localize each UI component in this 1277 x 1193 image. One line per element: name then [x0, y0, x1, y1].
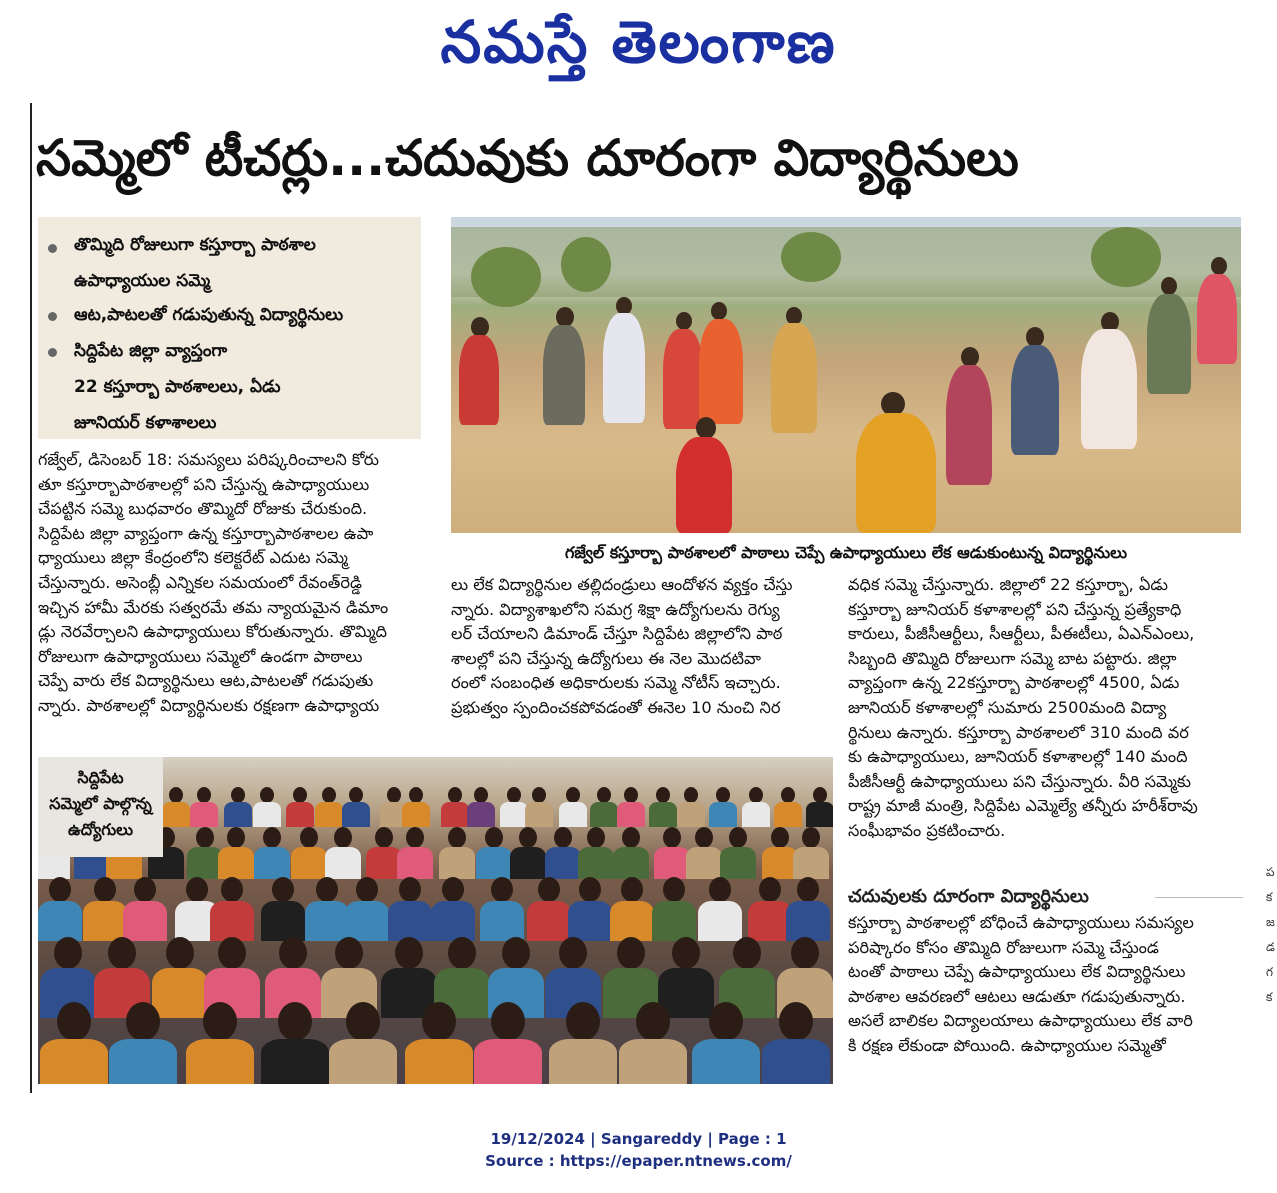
crowd-person-head [566, 1002, 600, 1041]
crowd-person-head [448, 787, 462, 803]
text-line: లర్ చేయాలని డిమాండ్ చేస్తూ సిద్దిపేట జిల్లాలోని పాఠ [451, 624, 783, 644]
crowd-person-head [485, 827, 503, 848]
section-subheading: చదువులకు దూరంగా విద్యార్థినులు [848, 886, 1089, 907]
crowd-person-head [263, 827, 281, 848]
crowd-person-body [549, 1039, 617, 1084]
crowd-person-body [720, 847, 756, 879]
crowd-person-head [349, 787, 363, 803]
crowd-person-body [261, 901, 305, 941]
crowd-person-head [166, 937, 194, 969]
crowd-person-body [439, 847, 475, 879]
crowd-person-body [617, 802, 645, 827]
crowd-person-head [532, 787, 546, 803]
crowd-person-head [94, 877, 116, 902]
photo-caption-top: గజ్వేల్ కస్తూర్బా పాఠశాలలో పాఠాలు చెప్పే ఉపాధ్యాయులు లేక ఆడుకుంటున్న విద్యార్థినులు [564, 543, 1128, 562]
text-line: పీజీసీఆర్టీ ఉపాధ్యాయులు పని చేస్తున్నారు. వీరి సమ్మెకు [848, 771, 1191, 791]
crowd-person-head [749, 787, 763, 803]
crowd-person-head [771, 827, 789, 848]
crowd-person-head [656, 787, 670, 803]
crowd-person-body [210, 901, 254, 941]
highlight-line: ఆట,పాటలతో గడుపుతున్న విద్యార్థినులు [74, 305, 344, 325]
crowd-person-head [260, 787, 274, 803]
footer-source: Source : https://epaper.ntnews.com/ [485, 1152, 792, 1170]
crowd-person-head [108, 937, 136, 969]
crowd-person-body [286, 802, 314, 827]
crowd-person-head [448, 827, 466, 848]
crowd-person-head [57, 1002, 91, 1041]
crowd-person-head [356, 877, 378, 902]
crowd-person-head [196, 827, 214, 848]
crowd-person-head [335, 937, 363, 969]
crowd-person-head [617, 937, 645, 969]
crowd-person-head [559, 937, 587, 969]
crowd-person-body [186, 1039, 254, 1084]
crowd-person-head [695, 827, 713, 848]
edge-glyph: క [1266, 890, 1273, 904]
highlight-item [74, 333, 414, 441]
crowd-person-head [316, 877, 338, 902]
crowd-person-head [729, 827, 747, 848]
crowd-person-head [733, 937, 761, 969]
text-line: చేస్తున్నారు. అసెంబ్లీ ఎన్నికల సమయంలో రేవంత్‌రెడ్డి [38, 572, 362, 592]
highlight-line: ఉపాధ్యాయుల సమ్మె [74, 271, 211, 291]
text-line: వధిక సమ్మె చేస్తున్నారు. జిల్లాలో 22 కస్తూర్బా, ఏడు [848, 575, 1169, 594]
crowd-person-body [652, 901, 696, 941]
crowd-person-body [480, 901, 524, 941]
crowd-person-head [203, 1002, 237, 1041]
crowd-person-body [152, 968, 208, 1018]
crowd-person-head [375, 827, 393, 848]
text-line: సిద్దిపేట జిల్లా వ్యాప్తంగా ఉన్న కస్తూర్బాపాఠశాలల ఉపా [38, 523, 374, 543]
crowd-person-body [224, 802, 252, 827]
text-line: న్నారు. విద్యాశాఖలోని సమగ్ర శిక్షా ఉద్యోగులను రెగ్యు [451, 599, 780, 619]
crowd-person-body [83, 901, 127, 941]
crowd-person-head [781, 787, 795, 803]
crowd-person-body [305, 901, 349, 941]
edge-glyph: ప [1266, 865, 1275, 879]
crowd-person-body [329, 1039, 397, 1084]
text-line: లు లేక విద్యార్థినుల తల్లిదండ్రులు ఆందోళన వ్యక్తం చేస్తు [451, 575, 793, 594]
crowd-person-head [797, 877, 819, 902]
crowd-person-head [636, 1002, 670, 1041]
photo-label-box [38, 757, 163, 857]
edge-glyph: జ [1266, 915, 1275, 929]
crowd-person-body [38, 901, 82, 941]
crowd-person-head [622, 827, 640, 848]
crowd-person-body [397, 847, 433, 879]
crowd-person-body [190, 802, 218, 827]
crowd-person-body [500, 802, 528, 827]
crowd-person-head [406, 827, 424, 848]
crowd-person-body [698, 901, 742, 941]
crowd-person-body [590, 802, 618, 827]
photo-students-playing [451, 217, 1241, 533]
crowd-person-body [254, 847, 290, 879]
crowd-person-head [491, 877, 513, 902]
text-line: అసలే బాలికల విద్యాలయాలు ఉపాధ్యాయులు లేక వారి [848, 1011, 1193, 1031]
article-column-2 [451, 573, 831, 743]
crowd-person-head [519, 827, 537, 848]
crowd-person-head [624, 787, 638, 803]
crowd-person-body [610, 901, 654, 941]
text-line: శాలల్లో పని చేస్తున్న ఉద్యోగులు ఈ నెల మొదటివా [451, 648, 761, 668]
tree-shape [471, 247, 541, 307]
bullet-icon [48, 312, 57, 321]
tree-shape [1091, 227, 1161, 287]
crowd-person-head [672, 937, 700, 969]
crowd-person-head [566, 787, 580, 803]
highlight-line: తొమ్మిది రోజులుగా కస్తూర్బా పాఠశాల [74, 235, 316, 255]
crowd-person-head [779, 1002, 813, 1041]
subheading-rule [1155, 897, 1243, 898]
crowd-person-head [272, 877, 294, 902]
crowd-person-head [279, 937, 307, 969]
text-line: తూ కస్తూర్బాపాఠశాలల్లో పని చేస్తున్న ఉపాధ్యాయులు [38, 474, 370, 494]
crowd-person-body [218, 847, 254, 879]
highlight-item [74, 227, 414, 299]
crowd-person-head [813, 787, 827, 803]
text-line: వ్యాప్తంగా ఉన్న 22కస్తూర్బా పాఠశాలల్లో 4500, ఏడు [848, 673, 1180, 693]
text-line: సిబ్బంది తొమ్మిది రోజులుగా సమ్మె బాట పట్టారు. జిల్లా [848, 648, 1177, 668]
crowd-person-body [527, 901, 571, 941]
crowd-person-body [162, 802, 190, 827]
crowd-person-head [49, 877, 71, 902]
article-headline: సమ్మెలో టీచర్లు...చదువుకు దూరంగా విద్యార్థినులు [36, 129, 1019, 187]
text-line: కస్తూర్బా పాఠశాలల్లో బోధించే ఉపాధ్యాయులు సమస్యల [848, 913, 1194, 932]
edge-glyph: క [1266, 990, 1273, 1004]
bullet-icon [48, 244, 57, 253]
crowd-person-head [579, 877, 601, 902]
crowd-person-head [663, 827, 681, 848]
crowd-person-head [709, 1002, 743, 1041]
crowd-person-head [587, 827, 605, 848]
text-line: గజ్వేల్, డిసెంబర్ 18: సమస్యలు పరిష్కరించాలని కోరు [38, 450, 379, 469]
text-line: చేపట్టిన సమ్మె బుధవారం తొమ్మిదో రోజుకు చేరుకుంది. [38, 499, 368, 519]
text-line: పాఠశాల ఆవరణలో ఆటలు ఆడుతూ గడుపుతున్నారు. [848, 986, 1186, 1006]
crowd-person-head [684, 787, 698, 803]
crowd-person-head [663, 877, 685, 902]
crowd-person-body [476, 847, 512, 879]
text-line: జూనియర్ కళాశాలల్లో సుమారు 2500మంది విద్యా [848, 697, 1167, 717]
crowd-person-head [597, 787, 611, 803]
tree-shape [781, 232, 841, 282]
crowd-person-head [491, 1002, 525, 1041]
text-line: రంలో సంబంధిత అధికారులకు సమ్మె నోటీస్ ఇచ్చారు. [451, 673, 781, 693]
photo-label-line: సిద్దిపేట [77, 768, 124, 787]
crowd-person-head [231, 787, 245, 803]
crowd-person-head [791, 937, 819, 969]
crowd-person-head [716, 787, 730, 803]
highlight-line: 22 కస్తూర్బా పాఠశాలలు, ఏడు [74, 377, 281, 397]
crowd-person-head [502, 937, 530, 969]
crowd-person-body [762, 1039, 830, 1084]
adjacent-article-edge [1266, 860, 1277, 1060]
crowd-person-body [467, 802, 495, 827]
crowd-person-body [568, 901, 612, 941]
crowd-person-head [422, 1002, 456, 1041]
crowd-person-body [431, 901, 475, 941]
crowd-person-body [806, 802, 833, 827]
crowd-person-head [346, 1002, 380, 1041]
crowd-person-body [123, 901, 167, 941]
crowd-person-body [545, 847, 581, 879]
crowd-person-body [474, 1039, 542, 1084]
crowd-person-body [793, 847, 829, 879]
masthead-logo: నమస్తే తెలంగాణ [440, 8, 837, 76]
crowd-person-body [559, 802, 587, 827]
crowd-person-body [510, 847, 546, 879]
highlight-line: జూనియర్ కళాశాలలు [74, 413, 217, 433]
crowd-person-body [291, 847, 327, 879]
crowd-person-head [54, 937, 82, 969]
crowd-person-head [126, 1002, 160, 1041]
article-column-1 [38, 448, 423, 748]
text-line: కి రక్షణ లేకుండా పోయింది. ఉపాధ్యాయుల సమ్మెతో [848, 1035, 1166, 1055]
crowd-person-body [345, 901, 389, 941]
text-line: ధ్యాయులు జిల్లా కేంద్రంలోని కలెక్టరేట్ ఎదుట సమ్మె [38, 548, 348, 568]
photo-label-line: సమ్మెలో పాల్గొన్న [49, 794, 152, 813]
crowd-person-head [538, 877, 560, 902]
crowd-person-head [409, 787, 423, 803]
crowd-person-body [692, 1039, 760, 1084]
crowd-person-body [619, 1039, 687, 1084]
crowd-person-body [315, 802, 343, 827]
highlight-line: సిద్దిపేట జిల్లా వ్యాప్తంగా [74, 341, 228, 361]
text-line: చెప్పే వారు లేక విద్యార్థినులు ఆట,పాటలతో గడుపుతు [38, 671, 374, 691]
text-line: రోజులుగా ఉపాధ్యాయులు సమ్మెలో ఉండగా పాఠాలు [38, 646, 363, 666]
crowd-person-body [405, 1039, 473, 1084]
crowd-person-body [388, 901, 432, 941]
crowd-person-body [786, 901, 830, 941]
crowd-person-head [474, 787, 488, 803]
crowd-person-head [399, 877, 421, 902]
crowd-person-head [759, 877, 781, 902]
crowd-person-head [448, 937, 476, 969]
crowd-person-head [387, 787, 401, 803]
highlight-item [74, 297, 414, 333]
crowd-person-body [613, 847, 649, 879]
crowd-person-body [525, 802, 553, 827]
crowd-person-head [442, 877, 464, 902]
crowd-person-body [686, 847, 722, 879]
crowd-person-head [507, 787, 521, 803]
text-line: రాష్ట్ర మాజీ మంత్రి, సిద్దిపేట ఎమ్మెల్యే తన్నీరు హరీశ్‌రావు [848, 796, 1198, 816]
edge-glyph: గ [1266, 965, 1273, 979]
crowd-person-head [186, 877, 208, 902]
crowd-person-head [395, 937, 423, 969]
crowd-person-head [293, 787, 307, 803]
crowd-person-body [402, 802, 430, 827]
footer-date-page: 19/12/2024 | Sangareddy | Page : 1 [490, 1130, 787, 1148]
article-column-3 [848, 573, 1244, 873]
crowd-person-head [134, 877, 156, 902]
crowd-person-body [441, 802, 469, 827]
crowd-person-body [709, 802, 737, 827]
crowd-person-body [677, 802, 705, 827]
crowd-person-body [654, 847, 690, 879]
crowd-person-body [578, 847, 614, 879]
crowd-person-head [334, 827, 352, 848]
crowd-person-body [649, 802, 677, 827]
crowd-person-body [40, 1039, 108, 1084]
text-line: కు ఉపాధ్యాయులు, జూనియర్ కళాశాలల్లో 140 మంది [848, 747, 1188, 767]
page-border [30, 103, 32, 1093]
highlights-box [38, 217, 421, 439]
crowd-person-head [621, 877, 643, 902]
crowd-person-body [774, 802, 802, 827]
text-line: డ్లు నెరవేర్చాలని ఉపాధ్యాయులు కోరుతున్నారు. తొమ్మిది [38, 622, 387, 642]
crowd-person-head [227, 827, 245, 848]
bullet-icon [48, 348, 57, 357]
crowd-person-head [221, 877, 243, 902]
text-line: సంఘీభావం ప్రకటించారు. [848, 820, 1006, 840]
crowd-person-head [169, 787, 183, 803]
crowd-person-head [197, 787, 211, 803]
edge-glyph: డ [1266, 940, 1275, 954]
page-footer [0, 1128, 1277, 1172]
crowd-person-head [709, 877, 731, 902]
crowd-person-body [325, 847, 361, 879]
text-line: ప్రభుత్వం స్పందించకపోవడంతో ఈనెల 10 నుంచి నిర [451, 697, 781, 717]
text-line: కస్తూర్బా జూనియర్ కళాశాలల్లో పని చేస్తున్న ప్రత్యేకాధి [848, 599, 1182, 619]
text-line: ర్థినులు ఉన్నారు. కస్తూర్బా పాఠశాలలో 310 మంది వర [848, 722, 1189, 742]
tree-shape [561, 237, 611, 292]
text-line: ఇచ్చిన హామీ మేరకు సత్వరమే తమ న్యాయమైన డిమాం [38, 597, 389, 617]
crowd-person-head [300, 827, 318, 848]
crowd-person-head [554, 827, 572, 848]
text-line: న్నారు. పాఠశాలల్లో విద్యార్థినులకు రక్షణగా ఉపాధ్యాయ [38, 695, 380, 715]
crowd-person-body [342, 802, 370, 827]
photo-label-line: ఉద్యోగులు [67, 820, 134, 839]
text-line: పరిష్కారం కోసం తొమ్మిది రోజులుగా సమ్మె చేస్తుండ [848, 937, 1159, 957]
crowd-person-body [261, 1039, 329, 1084]
article-column-3-continued [848, 911, 1244, 1081]
crowd-person-head [278, 1002, 312, 1041]
text-line: టంతో పాఠాలు చెప్పే ఉపాధ్యాయులు లేక విద్యార్థినులు [848, 962, 1186, 982]
crowd-person-head [218, 937, 246, 969]
crowd-person-body [253, 802, 281, 827]
text-line: కారులు, పీజీసీఆర్టీలు, సీఆర్టీలు, పీఈటీలు, ఏఎన్ఎంలు, [848, 624, 1195, 644]
crowd-person-head [322, 787, 336, 803]
crowd-person-head [802, 827, 820, 848]
crowd-person-body [109, 1039, 177, 1084]
crowd-person-body [742, 802, 770, 827]
